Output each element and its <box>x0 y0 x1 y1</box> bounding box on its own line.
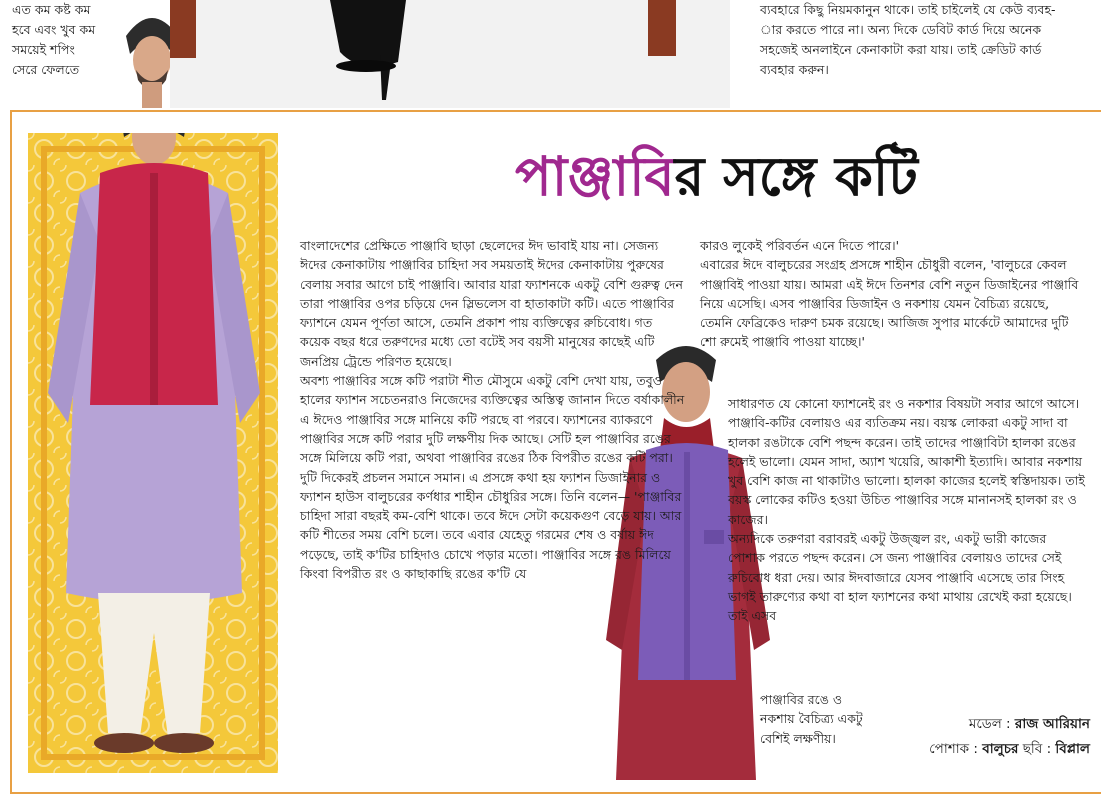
article-column-2 <box>700 236 1085 352</box>
article-column-4 <box>760 690 880 748</box>
previous-article-left-text: এত কম কষ্ট কম হবে এবং খুব কম সময়েই শপিং সেরে ফেলতে <box>12 2 96 77</box>
model-credit: মডেল : রাজ আরিয়ান <box>968 716 1090 732</box>
headline <box>515 140 918 212</box>
model-photo-pink-vest <box>28 133 278 773</box>
article-paragraph: অন্যদিকে তরুণরা বরাবরই একটু উজ্জ্বল রং, একটু ভারী কাজের পোশাক পরতে পছন্দ করেন। সে জন্য পাঞ্জাবির বেলায়ও তাদের সেই রুচিবোধ ধরা দেয়। আর ঈদবাজারে যেসব পাঞ্জাবি এসেছে তার সিংহ ভাগই তারুণ্যের কথা বা হাল ফ্যাশনের কথা মাথায় রেখেই করা হয়েছে। তাই এসব <box>728 531 1072 624</box>
article-column-1 <box>300 236 685 583</box>
previous-article-strip <box>0 0 1101 108</box>
article-paragraph: পাঞ্জাবির রঙে ও নকশায় বৈচিত্র্য একটু বেশিই লক্ষণীয়। <box>760 692 863 746</box>
article-paragraph: এবারের ঈদে বালুচরের সংগ্রহ প্রসঙ্গে শাহীন চৌধুরী বলেন, 'বালুচরে কেবল পাঞ্জাবিই পাওয়া যায়। আমরা এই ঈদে তিনশর বেশি নতুন ডিজাইনের পাঞ্জাবি নিয়ে এসেছি। এসব পাঞ্জাবির ডিজাইন ও নকশায় যেমন বৈচিত্র্য রয়েছে, তেমনি ফেব্রিকেও দারুণ চমক রয়েছে। আজিজ সুপার মার্কেটে আমাদের দুটি শো রুমেই পাঞ্জাবি পাওয়া যাচ্ছে।' <box>700 257 1079 350</box>
article-paragraph: বাংলাদেশের প্রেক্ষিতে পাঞ্জাবি ছাড়া ছেলেদের ঈদ ভাবাই যায় না। সেজন্য ঈদের কেনাকাটায় পাঞ্জাবির চাহিদা সব সময়তাই ঈদের কেনাকাটায় পুরুষের বেলায় সবার আগে চাই পাঞ্জাবি। আবার যারা ফ্যাশনকে একটু বেশি গুরুত্ব দেন তারা পাঞ্জাবির ওপর চড়িয়ে দেন স্লিভলেস বা হাতাকাটা কটি। এতে পাঞ্জাবির ফ্যাশনে যেমন পূর্ণতা আসে, তেমনি প্রকাশ পায় ব্যক্তিত্বের রুচিবোধ। গত কয়েক বছর ধরে তরুণদের মধ্যে তো বটেই সব বয়সী মানুষের কাছেই এটি জনপ্রিয় ট্রেন্ডে পরিণত হয়েছে। <box>300 238 683 369</box>
headline-part-2: র সঙ্গে কটি <box>674 144 918 208</box>
headline-part-1: পাঞ্জাবি <box>515 144 675 208</box>
previous-shoe-photo <box>170 0 730 108</box>
article-paragraph: কারও লুকেই পরিবর্তন এনে দিতে পারে।' <box>700 238 900 253</box>
outfit-photo-credit: পোশাক : বালুচর ছবি : বিপ্লাল <box>929 741 1090 757</box>
photo-credits <box>880 712 1090 762</box>
article-paragraph: অবশ্য পাঞ্জাবির সঙ্গে কটি পরাটা শীত মৌসুমে একটু বেশি দেখা যায়, তবুও হালের ফ্যাশন সচেতনরাও নিজেদের ব্যক্তিত্বের অস্তিত্ব জানান দিতে বর্ষাকালীন এ ঈদেও পাঞ্জাবির সঙ্গে মানিয়ে কটি পরছে বা পরবে। ফ্যাশনের ব্যাকরণে পাঞ্জাবির সঙ্গে কটি পরার দুটি লক্ষণীয় দিক আছে। সেটি হল পাঞ্জাবির রঙের সঙ্গে মিলিয়ে কটি পরা, অথবা পাঞ্জাবির রঙের ঠিক বিপরীত রঙের কটি পরা। দুটি দিকেরই প্রচলন সমানে সমান। এ প্রসঙ্গে কথা হয় ফ্যাশন ডিজাইনার ও ফ্যাশন হাউস বালুচরের কর্ণধার শাহীন চৌধুরির সঙ্গে। তিনি বলেন— 'পাঞ্জাবির চাহিদা সারা বছরই কম-বেশি থাকে। তবে ঈদে সেটা কয়েকগুণ বেড়ে যায়। আর কটি শীতের সময় বেশি চলে। তবে এবার যেহেতু গরমের শেষ ও বর্ষায় ঈদ পড়েছে, তাই ক'টির চাহিদাও চোখে পড়ার মতো। পাঞ্জাবির সঙ্গে রঙ মিলিয়ে কিংবা বিপরীত রং ও কাছাকাছি রঙের ক'টি যে <box>300 373 685 582</box>
article-column-3 <box>728 394 1085 626</box>
previous-article-right-text: ব্যবহারে কিছু নিয়মকানুন থাকে। তাই চাইলেই যে কেউ ব্যবহ- ার করতে পারে না। অন্য দিকে ডেবিট কার্ড দিয়ে অনেক সহজেই অনলাইনে কেনাকাটা করা যায়। তাই ক্রেডিট কার্ড ব্যবহার করুন। <box>760 2 1056 77</box>
article-paragraph: সাধারণত যে কোনো ফ্যাশনেই রং ও নকশার বিষয়টা সবার আগে আসে। পাঞ্জাবি-কটির বেলায়ও এর ব্যতিক্রম নয়। বয়স্ক লোকরা একটু সাদা বা হালকা রঙটাকে বেশি পছন্দ করেন। তাই তাদের পাঞ্জাবিটা হালকা রঙের হলেই ভালো। যেমন সাদা, অ্যাশ খয়েরি, আকাশী ইত্যাদি। আবার নকশায় খুব বেশি কাজ না থাকাটাও ভালো। হালকা কাজের হলেই স্বস্তিদায়ক। তাই বয়স্ক লোকের কটিও হওয়া উচিত পাঞ্জাবির সঙ্গে মানানসই হালকা রং ও কাজের। <box>728 396 1085 527</box>
